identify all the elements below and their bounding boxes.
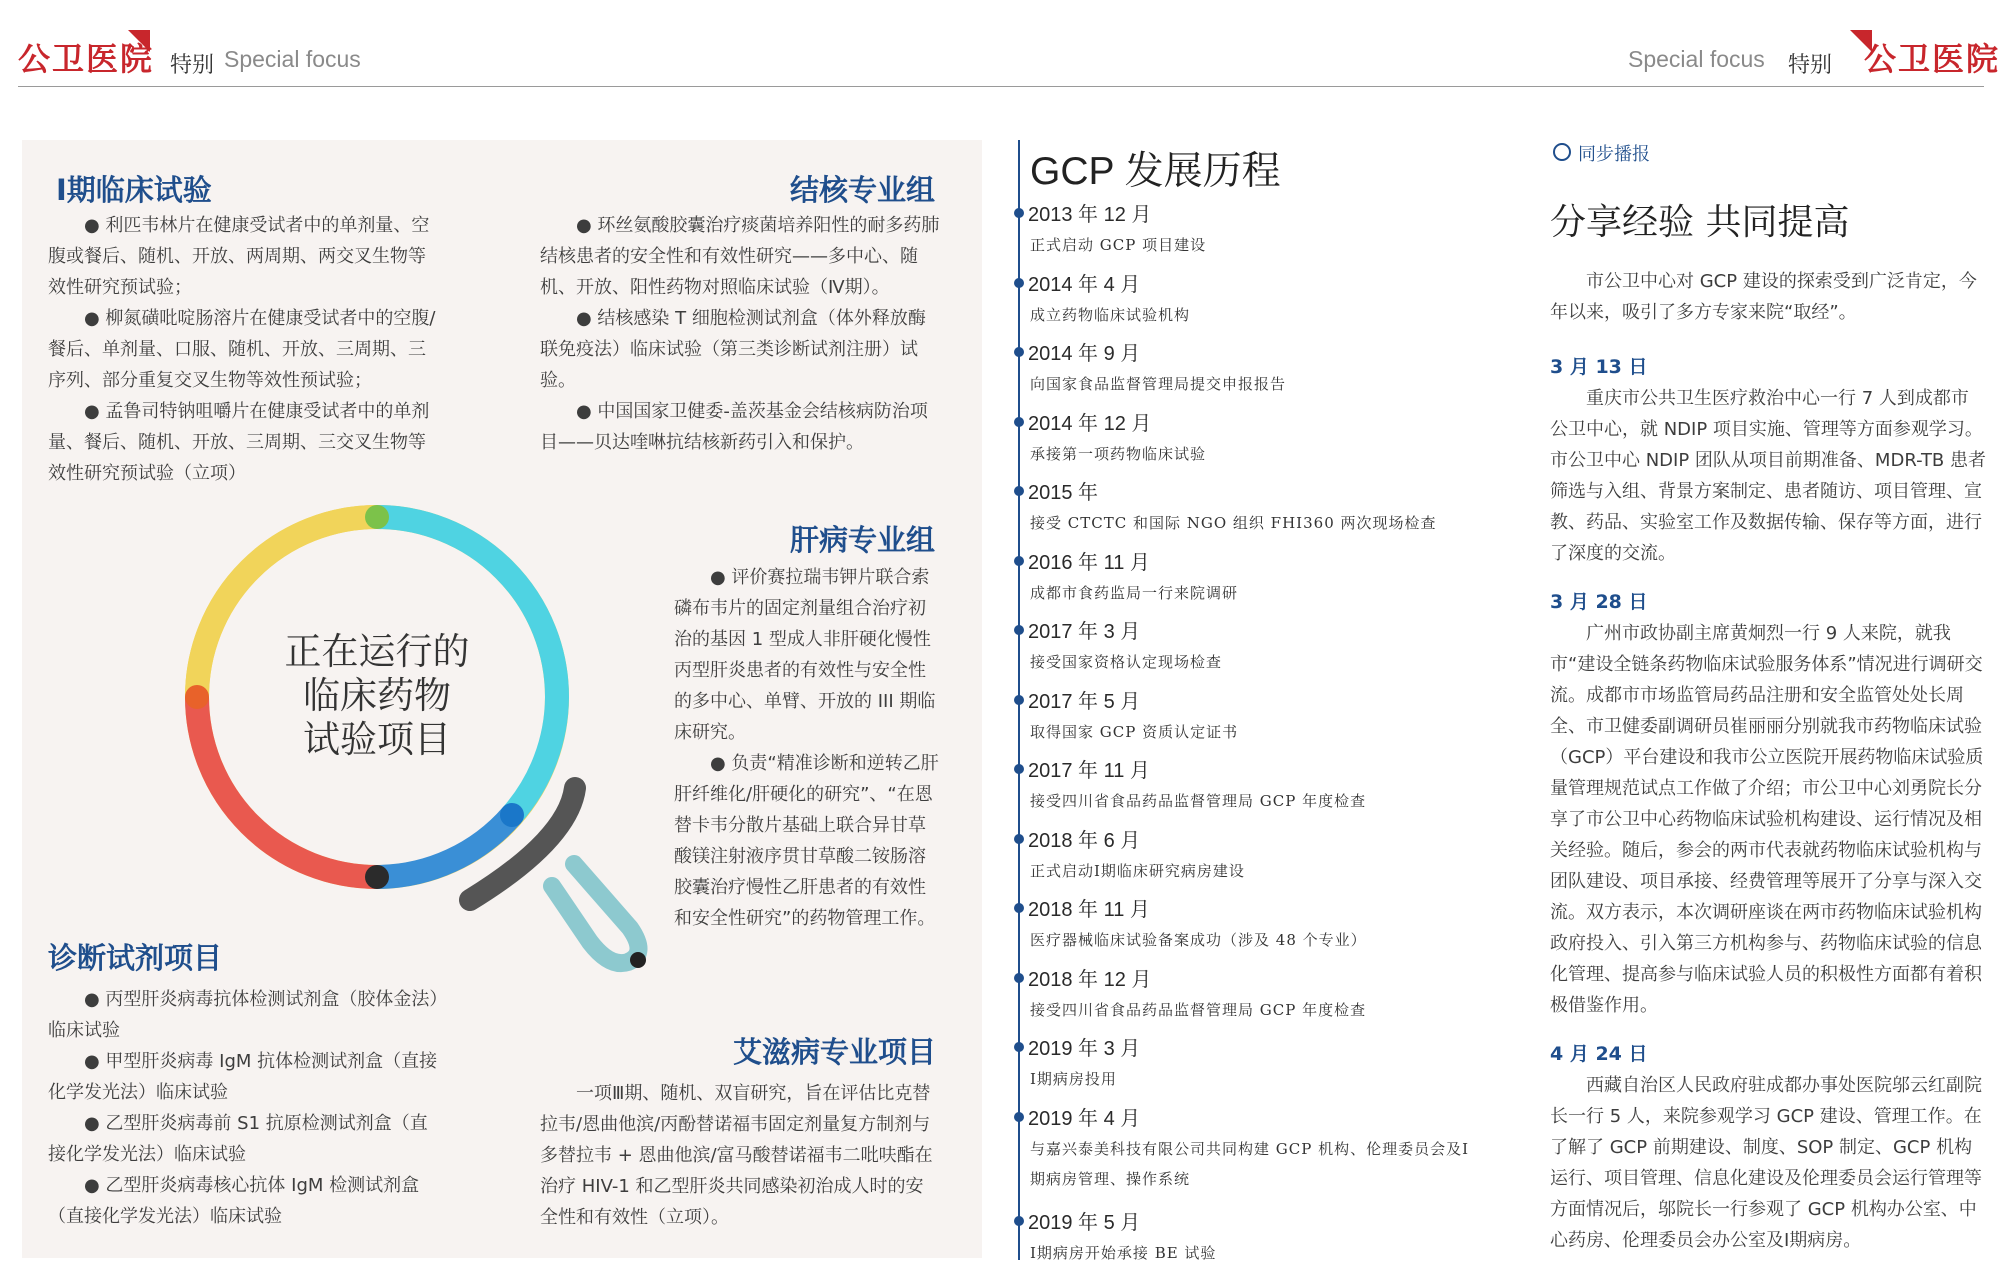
liver-list xyxy=(674,562,940,934)
entry-date: 3 月 13 日 xyxy=(1550,356,1648,378)
timeline-desc: 接受四川省食品药品监督管理局 GCP 年度检查 xyxy=(1030,1000,1367,1019)
timeline-dot xyxy=(1014,625,1024,635)
entry-text: 重庆市公共卫生医疗救治中心一行 7 人到成都市公卫中心，就 NDIP 项目实施、管理等方面参观学习。市公卫中心 NDIP 团队从项目前期准备、MDR-TB 患者筛选与入组、背景方案制定、患者随访、项目管理、宣教、药品、实验室工作及数据传输、保存等方面，进行了深度的交流。 xyxy=(1550,388,1987,564)
timeline-desc: 取得国家 GCP 资质认定证书 xyxy=(1030,722,1239,741)
aids-paragraph: 一项Ⅲ期、随机、双盲研究，旨在评估比克替拉韦/恩曲他滨/丙酚替诺福韦固定剂量复方制剂与多替拉韦 + 恩曲他滨/富马酸替诺福韦二吡呋酯在治疗 HIV-1 和乙型肝炎共同感染初治成人时的安全性和有效性（立项）。 xyxy=(540,1083,933,1228)
aids-text xyxy=(540,1078,940,1233)
broadcast-icon xyxy=(1553,143,1571,161)
timeline-date: 2017 年 5 月 xyxy=(1028,690,1141,713)
timeline-date: 2017 年 11 月 xyxy=(1028,760,1150,782)
timeline-event xyxy=(1014,754,1474,824)
timeline-dot xyxy=(1014,764,1024,774)
entry-text: 广州市政协副主席黄炯烈一行 9 人来院，就我市“建设全链条药物临床试验服务体系”情况进行调研交流。成都市市场监管局药品注册和安全监管处处长周全、市卫健委副调研员崔丽丽分别就我市药物临床试验（GCP）平台建设和我市公立医院开展药物临床试验质量管理规范试点工作做了介绍；市公卫中心刘勇院长分享了市公卫中心药物临床试验机构建设、运行情况及相关经验。随后，参会的两市代表就药物临床试验机构与团队建设、项目承接、经费管理等展开了分享与深入交流。双方表示，本次调研座谈在两市药物临床试验机构政府投入、引入第三方机构参与、药物临床试验的信息化管理、提高参与临床试验人员的积极性方面都有着积极借鉴作用。 xyxy=(1550,623,1984,1016)
timeline-desc: Ⅰ期病房投用 xyxy=(1030,1070,1117,1088)
timeline-dot xyxy=(1014,834,1024,844)
timeline-date: 2018 年 6 月 xyxy=(1028,829,1141,852)
timeline-desc: 医疗器械临床试验备案成功（涉及 48 个专业） xyxy=(1030,931,1367,949)
timeline-event xyxy=(1014,1102,1474,1206)
timeline-dot xyxy=(1014,973,1024,983)
timeline-dot xyxy=(1014,1042,1024,1052)
timeline-dot xyxy=(1014,278,1024,288)
list-item: ● 结核感染 T 细胞检测试剂盒（体外释放酶联免疫法）临床试验（第三类诊断试剂注册）试验。 xyxy=(540,308,926,391)
list-item: ● 甲型肝炎病毒 IgM 抗体检测试剂盒（直接化学发光法）临床试验 xyxy=(48,1051,438,1103)
timeline-desc: 正式启动 GCP 项目建设 xyxy=(1030,236,1207,254)
timeline-event xyxy=(1014,1032,1474,1102)
timeline-date: 2016 年 11 月 xyxy=(1028,551,1150,574)
timeline-dot xyxy=(1014,417,1024,427)
timeline-date: 2019 年 5 月 xyxy=(1028,1211,1141,1234)
list-item: ● 环丝氨酸胶囊治疗痰菌培养阳性的耐多药肺结核患者的安全性和有效性研究——多中心、随机、开放、阳性药物对照临床试验（Ⅳ期）。 xyxy=(540,215,940,298)
timeline-desc: 接受四川省食品药品监督管理局 GCP 年度检查 xyxy=(1030,792,1367,810)
center-title xyxy=(277,630,477,762)
timeline-title: GCP 发展历程 xyxy=(1030,150,1281,193)
section-label-zh-left: 特别 xyxy=(170,53,215,78)
article-entries xyxy=(1550,352,1986,1274)
sync-label: 同步播报 xyxy=(1578,144,1650,165)
timeline-desc: 成都市食药监局一行来院调研 xyxy=(1030,583,1239,602)
timeline-dot xyxy=(1014,695,1024,705)
timeline-event xyxy=(1014,824,1474,894)
timeline-date: 2019 年 4 月 xyxy=(1028,1107,1141,1130)
timeline-event xyxy=(1014,1206,1474,1276)
timeline-dot xyxy=(1014,903,1024,913)
article-entry xyxy=(1550,1039,1986,1256)
diagnostic-list xyxy=(48,984,440,1232)
section-label-en-right: Special focus xyxy=(1628,46,1765,72)
timeline-desc: 接受国家资格认定现场检查 xyxy=(1030,653,1223,671)
timeline-events xyxy=(1014,198,1474,1275)
entry-date: 4 月 24 日 xyxy=(1550,1043,1648,1065)
timeline-dot xyxy=(1014,1112,1024,1122)
article-entry xyxy=(1550,587,1986,1021)
intro-paragraph: 市公卫中心对 GCP 建设的探索受到广泛肯定，今年以来，吸引了多方专家来院“取经”。 xyxy=(1550,271,1977,323)
timeline-date: 2018 年 11 月 xyxy=(1028,899,1150,921)
entry-text: 西藏自治区人民政府驻成都办事处医院邬云红副院长一行 5 人，来院参观学习 GCP 建设、管理工作。在了解了 GCP 前期建设、制度、SOP 制定、GCP 机构运行、项目管理、信息化建设及伦理委员会运行管理等方面情况后，邬院长一行参观了 GCP 机构办公室、中心药房、伦理委员会办公室及Ⅰ期病房。 xyxy=(1550,1075,1982,1251)
timeline-date: 2013 年 12 月 xyxy=(1028,204,1152,226)
timeline-event xyxy=(1014,685,1474,755)
timeline-event xyxy=(1014,407,1474,477)
list-item: ● 丙型肝炎病毒抗体检测试剂盒（胶体金法）临床试验 xyxy=(48,989,439,1041)
diagnostic-title: 诊断试剂项目 xyxy=(48,941,223,975)
timeline-desc: Ⅰ期病房开始承接 BE 试验 xyxy=(1030,1243,1217,1262)
liver-group-title: 肝病专业组 xyxy=(790,523,936,557)
list-item: ● 评价赛拉瑞韦钾片联合索磷布韦片的固定剂量组合治疗初治的基因 1 型成人非肝硬化慢性丙型肝炎患者的有效性与安全性的多中心、单臂、开放的 III 期临床研究。 xyxy=(674,567,936,743)
tb-list xyxy=(540,210,940,458)
article-intro xyxy=(1550,266,1986,328)
timeline-dot xyxy=(1014,347,1024,357)
timeline-event xyxy=(1014,546,1474,616)
phase1-title: Ⅰ期临床试验 xyxy=(56,173,212,207)
tb-group-title: 结核专业组 xyxy=(790,173,936,207)
aids-title: 艾滋病专业项目 xyxy=(733,1035,937,1069)
timeline-dot xyxy=(1014,208,1024,218)
phase1-list xyxy=(48,210,440,489)
center-title-line: 临床药物 xyxy=(303,674,451,717)
list-item: ● 利匹韦林片在健康受试者中的单剂量、空腹或餐后、随机、开放、两周期、两交叉生物等效性研究预试验； xyxy=(48,215,430,298)
article-entry xyxy=(1550,352,1986,569)
timeline-event xyxy=(1014,476,1474,546)
center-title-line: 试验项目 xyxy=(303,718,451,761)
list-item: ● 柳氮磺吡啶肠溶片在健康受试者中的空腹/餐后、单剂量、口服、随机、开放、三周期、三序列、部分重复交叉生物等效性预试验； xyxy=(48,308,436,391)
list-item: ● 乙型肝炎病毒核心抗体 IgM 检测试剂盒（直接化学发光法）临床试验 xyxy=(48,1175,420,1227)
list-item: ● 负责“精准诊断和逆转乙肝肝纤维化/肝硬化的研究”、“在恩替卡韦分散片基础上联合异甘草酸镁注射液序贯甘草酸二铵肠溶胶囊治疗慢性乙肝患者的有效性和安全性研究”的药物管理工作。 xyxy=(674,753,939,929)
timeline-date: 2014 年 9 月 xyxy=(1028,343,1141,365)
timeline-desc: 接受 CTCTC 和国际 NGO 组织 FHI360 两次现场检查 xyxy=(1030,514,1437,532)
entry-date: 3 月 28 日 xyxy=(1550,591,1648,613)
timeline-event xyxy=(1014,268,1474,338)
timeline-desc: 正式启动Ⅰ期临床研究病房建设 xyxy=(1030,861,1245,880)
timeline-date: 2014 年 4 月 xyxy=(1028,273,1141,296)
timeline-date: 2018 年 12 月 xyxy=(1028,968,1152,991)
center-title-line: 正在运行的 xyxy=(284,630,470,673)
timeline-event xyxy=(1014,893,1474,963)
section-label-zh-right: 特别 xyxy=(1788,53,1833,78)
timeline-date: 2017 年 3 月 xyxy=(1028,621,1141,643)
timeline-desc: 向国家食品监督管理局提交申报报告 xyxy=(1030,375,1287,393)
header-rule xyxy=(18,86,1984,87)
timeline-dot xyxy=(1014,486,1024,496)
timeline-dot xyxy=(1014,1216,1024,1226)
timeline-event xyxy=(1014,198,1474,268)
section-label-en-left: Special focus xyxy=(224,46,361,72)
timeline-date: 2014 年 12 月 xyxy=(1028,412,1152,435)
timeline-date: 2015 年 xyxy=(1028,482,1099,504)
timeline-dot xyxy=(1014,556,1024,566)
brand-logo-right: 公卫医院 xyxy=(1864,40,2000,78)
timeline-desc: 与嘉兴泰美科技有限公司共同构建 GCP 机构、伦理委员会及Ⅰ期病房管理、操作系统 xyxy=(1030,1139,1470,1188)
article-title: 分享经验 共同提高 xyxy=(1550,202,1850,243)
brand-logo-left: 公卫医院 xyxy=(18,40,155,78)
timeline-event xyxy=(1014,615,1474,685)
timeline-desc: 承接第一项药物临床试验 xyxy=(1030,444,1207,463)
timeline-event xyxy=(1014,963,1474,1033)
timeline-date: 2019 年 3 月 xyxy=(1028,1038,1141,1060)
list-item: ● 中国国家卫健委-盖茨基金会结核病防治项目——贝达喹啉抗结核新药引入和保护。 xyxy=(540,401,928,453)
timeline-event xyxy=(1014,337,1474,407)
list-item: ● 乙型肝炎病毒前 S1 抗原检测试剂盒（直接化学发光法）临床试验 xyxy=(48,1113,428,1165)
timeline-desc: 成立药物临床试验机构 xyxy=(1030,305,1191,324)
list-item: ● 孟鲁司特钠咀嚼片在健康受试者中的单剂量、餐后、随机、开放、三周期、三交叉生物等效性研究预试验（立项） xyxy=(48,401,430,484)
